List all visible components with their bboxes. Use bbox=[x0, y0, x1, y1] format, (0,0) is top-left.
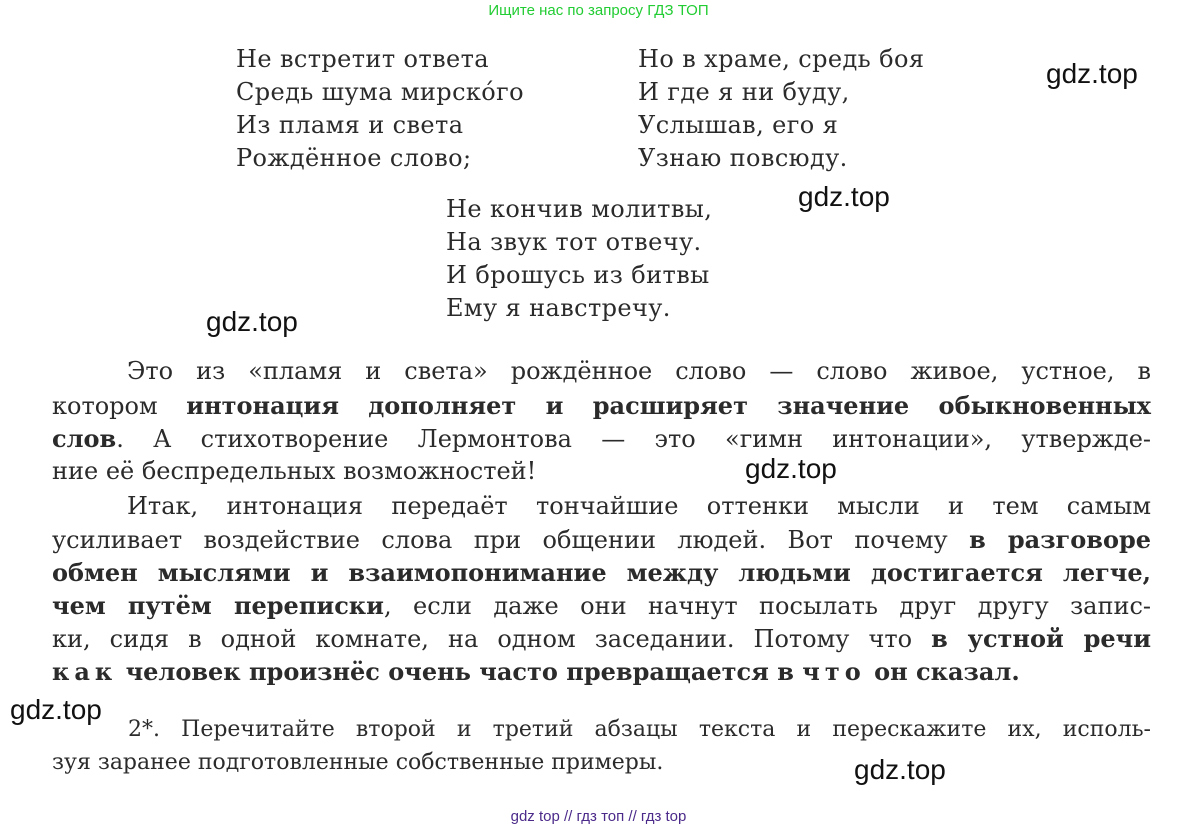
bold-text: он сказал bbox=[865, 657, 1012, 686]
poem-line: Рождённое слово; bbox=[236, 144, 472, 172]
task-line: зуя заранее подготовленные собственные примеры. bbox=[52, 750, 664, 775]
text-line: Итак, интонация передаёт тончайшие оттенки мысли и тем самым bbox=[127, 492, 1151, 520]
text-line bbox=[52, 523, 1151, 557]
text-line bbox=[52, 622, 1151, 656]
poem-line: Но в храме, средь боя bbox=[638, 45, 925, 73]
poem-line: Узнаю повсюду. bbox=[638, 144, 848, 172]
poem-line: И где я ни буду, bbox=[638, 78, 850, 106]
text-span: , если даже они начнут посылать друг другу запис- bbox=[383, 592, 1152, 620]
task-line: 2*. Перечитайте второй и третий абзацы текста и перескажите их, исполь- bbox=[128, 717, 1151, 742]
watermark: gdz.top bbox=[206, 306, 298, 337]
text-span: ки, сидя в одной комнате, на одном заседании. Потому что bbox=[52, 625, 932, 653]
bold-text: слов bbox=[52, 424, 117, 453]
footer-links: gdz top // гдз топ // гдз top bbox=[510, 808, 687, 825]
text-line: Это из «пламя и света» рождённое слово — слово живое, устное, в bbox=[127, 357, 1151, 385]
text-line bbox=[52, 422, 1151, 456]
bold-text: в разговоре bbox=[969, 525, 1152, 554]
text-span: . А стихотворение Лермонтова — это «гимн интонации», утвержде- bbox=[116, 425, 1151, 453]
text-line: ние её беспредельных возможностей! bbox=[52, 457, 537, 485]
bold-text: интонация дополняет и расширяет значение обыкновенных bbox=[186, 391, 1151, 420]
top-banner: Ищите нас по запросу ГДЗ ТОП bbox=[488, 2, 709, 19]
poem-line: Ему я навстречу. bbox=[446, 294, 671, 322]
poem-line: Из пламя и света bbox=[236, 111, 464, 139]
bold-text: человек произнёс очень часто превращается в bbox=[117, 657, 803, 686]
poem-stanza-right bbox=[638, 43, 924, 175]
text-span: котором bbox=[52, 392, 187, 420]
bold-text: в устной речи bbox=[931, 624, 1152, 653]
bold-text: чем путём переписки bbox=[52, 591, 384, 620]
text-line bbox=[52, 389, 1151, 423]
text-span: усиливает воздействие слова при общении людей. Вот почему bbox=[52, 526, 970, 554]
bold-text-line bbox=[52, 655, 1151, 688]
watermark: gdz.top bbox=[1046, 58, 1138, 89]
watermark: gdz.top bbox=[798, 181, 890, 212]
poem-stanza-left bbox=[236, 43, 524, 175]
poem-line: Не встретит ответа bbox=[236, 45, 489, 73]
period: . bbox=[1011, 657, 1020, 686]
spaced-text: что bbox=[802, 657, 866, 686]
poem-line: Услышав, его я bbox=[638, 111, 839, 139]
watermark: gdz.top bbox=[854, 754, 946, 785]
spaced-text: как bbox=[52, 657, 118, 686]
watermark: gdz.top bbox=[745, 453, 837, 484]
poem-line: Не кончив молитвы, bbox=[446, 195, 713, 223]
poem-line: И брошусь из битвы bbox=[446, 261, 710, 289]
poem-stanza-center bbox=[446, 193, 712, 325]
poem-line: На звук тот отвечу. bbox=[446, 228, 702, 256]
bold-text-line: обмен мыслями и взаимопонимание между людьми достигается легче, bbox=[52, 558, 1151, 587]
poem-line: Средь шума мирско́го bbox=[236, 78, 524, 106]
text-line bbox=[52, 589, 1151, 623]
watermark: gdz.top bbox=[10, 694, 102, 725]
